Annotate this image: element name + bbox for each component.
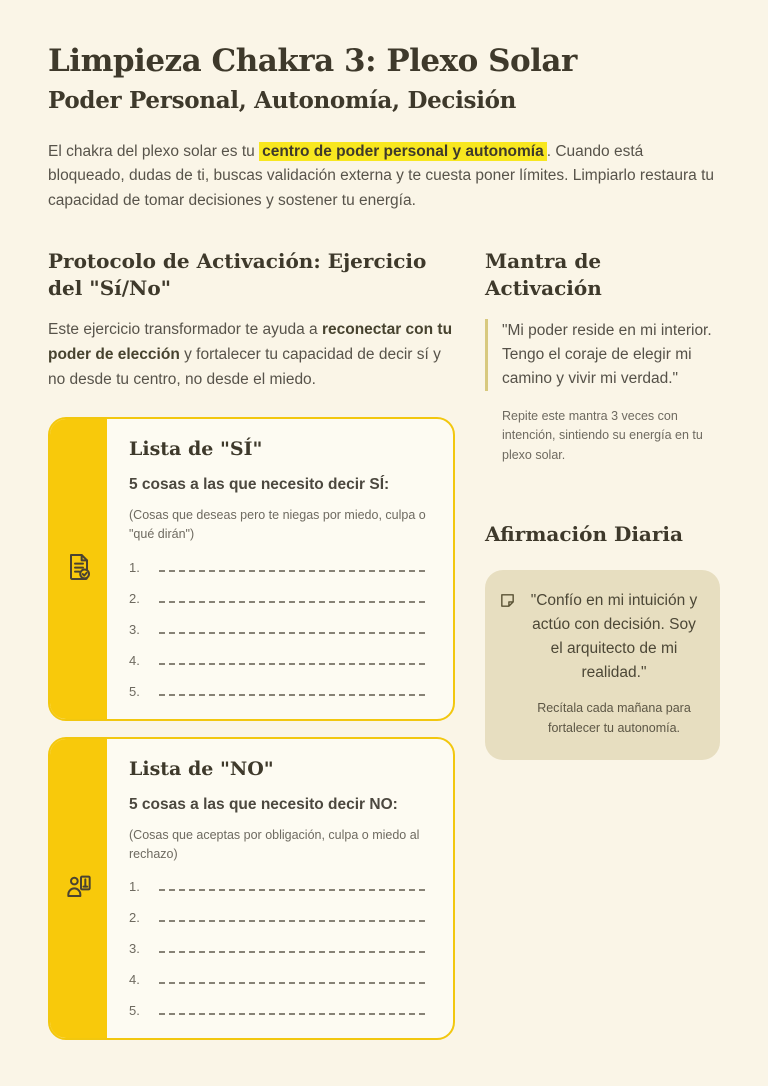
protocol-heading: Protocolo de Activación: Ejercicio del "Sí/No" [48,249,427,301]
protocol-text-bold: reconectar con tu poder de elección [48,321,453,363]
no-card-body [107,739,453,1039]
fill-number: 5. [129,683,140,699]
affirmation-card [485,570,720,760]
fill-row [129,910,427,925]
yes-card-stripe [50,419,107,719]
fill-in-line [159,1013,427,1015]
yes-card-prompt: 5 cosas a las que necesito decir SÍ: [129,476,390,494]
no-card-prompt: 5 cosas a las que necesito decir NO: [129,795,398,813]
fill-row [129,591,427,606]
no-card-stripe [50,739,107,1039]
no-list-card [48,737,455,1041]
content-columns [48,248,720,1040]
no-fill-list [129,879,427,1018]
yes-card-title: Lista de "SÍ" [129,438,263,461]
fill-number: 5. [129,1003,140,1019]
no-card-note: (Cosas que aceptas por obligación, culpa o miedo al rechazo) [129,827,420,861]
fill-row [129,653,427,668]
fill-in-line [159,663,427,665]
no-card-title: Lista de "NO" [129,757,274,780]
fill-row [129,622,427,637]
fill-row [129,684,427,699]
fill-row [129,941,427,956]
fill-row [129,879,427,894]
fill-number: 3. [129,941,140,957]
mantra-quote: "Mi poder reside en mi interior. Tengo el coraje de elegir mi camino y vivir mi verdad." [485,319,720,391]
affirmation-note: Recítala cada mañana para fortalecer tu autonomía. [537,701,691,735]
person-document-icon [63,870,95,907]
fill-in-line [159,889,427,891]
affirmation-heading: Afirmación Diaria [485,522,683,547]
fill-number: 2. [129,590,140,606]
fill-number: 2. [129,910,140,926]
fill-in-line [159,632,427,634]
fill-row [129,1003,427,1018]
fill-in-line [159,920,427,922]
intro-highlight: centro de poder personal y autonomía [259,142,547,161]
yes-fill-list [129,560,427,699]
protocol-column [48,248,455,1040]
fill-number: 1. [129,879,140,895]
mantra-heading: Mantra de Activación [485,249,602,301]
mantra-section [485,248,720,465]
protocol-paragraph [48,318,455,392]
yes-card-body [107,419,453,719]
fill-number: 4. [129,652,140,668]
fill-in-line [159,694,427,696]
sticky-note-icon [499,589,516,738]
fill-in-line [159,951,427,953]
page-subtitle: Poder Personal, Autonomía, Decisión [48,86,517,114]
sidebar-column [485,248,720,1040]
intro-text-post: . Cuando está bloqueado, dudas de ti, buscas validación externa y te cuesta poner límites. Limpiarlo restaura tu capacidad de tomar decisiones y sostener tu energía. [48,142,715,210]
intro-text-pre: El chakra del plexo solar es tu [48,142,260,160]
fill-in-line [159,982,427,984]
document-check-icon [63,551,95,588]
fill-row [129,972,427,987]
intro-paragraph [48,140,720,214]
protocol-text-post: y fortalecer tu capacidad de decir sí y no desde tu centro, no desde el miedo. [48,345,441,388]
affirmation-card-body [524,589,704,738]
yes-list-card [48,417,455,721]
protocol-text-pre: Este ejercicio transformador te ayuda a [48,321,322,339]
fill-number: 4. [129,972,140,988]
affirmation-section [485,521,720,760]
fill-row [129,560,427,575]
fill-in-line [159,570,427,572]
fill-in-line [159,601,427,603]
mantra-note: Repite este mantra 3 veces con intención, sintiendo su energía en tu plexo solar. [502,409,703,462]
affirmation-quote: "Confío en mi intuición y actúo con decisión. Soy el arquitecto de mi realidad." [530,592,698,682]
page-title: Limpieza Chakra 3: Plexo Solar [48,43,577,79]
fill-number: 1. [129,559,140,575]
yes-card-note: (Cosas que deseas pero te niegas por miedo, culpa o "qué dirán") [129,508,426,542]
fill-number: 3. [129,621,140,637]
